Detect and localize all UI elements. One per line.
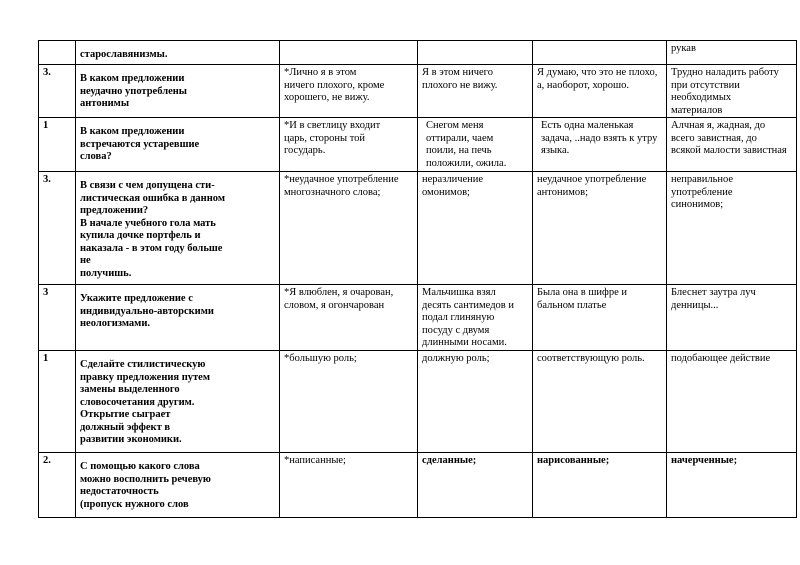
table-row <box>39 172 797 285</box>
row-number <box>39 41 76 65</box>
table-row <box>39 351 797 453</box>
question-text: Укажите предложение с индивидуально-авторскими неологизмами. <box>76 285 280 351</box>
table-row <box>39 285 797 351</box>
question-text: С помощью какого слова можно восполнить речевую недостаточность (пропуск нужного слов <box>76 453 280 518</box>
option-3: Есть одна маленькая задача, ..надо взять к утру языка. <box>533 118 667 172</box>
option-2: Я в этом ничего плохого не вижу. <box>418 65 533 118</box>
option-2: Снегом меня оттирали, чаем поили, на печь положили, ожила. <box>418 118 533 172</box>
table-row <box>39 453 797 518</box>
option-2: Мальчишка взял десять сантимедов и подал глиняную посуду с двумя длинными носами. <box>418 285 533 351</box>
table-row <box>39 118 797 172</box>
option-1 <box>280 41 418 65</box>
option-4: Блеснет заутра луч денницы... <box>667 285 797 351</box>
option-1: *неудачное употребление многозначного слова; <box>280 172 418 285</box>
table-row <box>39 65 797 118</box>
row-number: 3. <box>39 65 76 118</box>
question-text: В связи с чем допущена сти- листическая ошибка в данном предложении? В начале учебного гола мать купила дочке портфель и наказала - в этом году больше не получишь. <box>76 172 280 285</box>
row-number: 3 <box>39 285 76 351</box>
row-number: 1 <box>39 351 76 453</box>
option-3: Была она в шифре и бальном платье <box>533 285 667 351</box>
row-number: 2. <box>39 453 76 518</box>
option-1: *И в светлицу входит царь, стороны той государь. <box>280 118 418 172</box>
row-number: 1 <box>39 118 76 172</box>
option-4: неправильное употребление синонимов; <box>667 172 797 285</box>
option-1: *Я влюблен, я очарован, словом, я огончарован <box>280 285 418 351</box>
option-2 <box>418 41 533 65</box>
option-4: подобающее действие <box>667 351 797 453</box>
question-text: В каком предложении неудачно употреблены антонимы <box>76 65 280 118</box>
question-text: В каком предложении встречаются устаревшие слова? <box>76 118 280 172</box>
option-4: Алчная я, жадная, до всего завистная, до всякой малости завистная <box>667 118 797 172</box>
option-3: соответствующую роль. <box>533 351 667 453</box>
option-4: начерченные; <box>667 453 797 518</box>
option-1: *Лично я в этом ничего плохого, кроме хорошего, не вижу. <box>280 65 418 118</box>
option-4: рукав <box>667 41 797 65</box>
option-3: нарисованные; <box>533 453 667 518</box>
option-3: неудачное употребление антонимов; <box>533 172 667 285</box>
question-text: старославянизмы. <box>76 41 280 65</box>
option-2: сделанные; <box>418 453 533 518</box>
option-1: *написанные; <box>280 453 418 518</box>
table-row <box>39 41 797 65</box>
option-2: должную роль; <box>418 351 533 453</box>
option-2: неразличение омонимов; <box>418 172 533 285</box>
question-text: Сделайте стилистическую правку предложения путем замены выделенного словосочетания другим. Открытие сыграет должный эффект в развитии экономики. <box>76 351 280 453</box>
quiz-table <box>38 40 797 518</box>
option-1: *большую роль; <box>280 351 418 453</box>
option-3 <box>533 41 667 65</box>
option-3: Я думаю, что это не плохо, а, наоборот, хорошо. <box>533 65 667 118</box>
row-number: 3. <box>39 172 76 285</box>
option-4: Трудно наладить работу при отсутствии необходимых материалов <box>667 65 797 118</box>
